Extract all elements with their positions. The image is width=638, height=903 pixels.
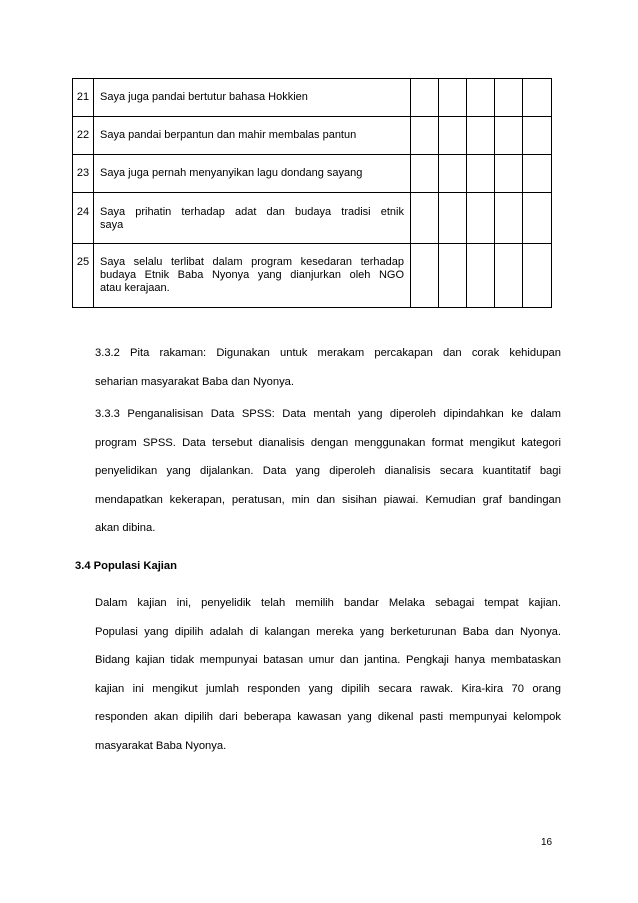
scale-cell <box>467 193 495 244</box>
table-row <box>73 79 552 117</box>
scale-cell <box>467 155 495 193</box>
paragraph-line: program SPSS. Data tersebut dianalisis dengan menggunakan format mengikut kategori <box>95 436 561 449</box>
row-statement <box>94 193 411 244</box>
scale-cell <box>495 79 523 117</box>
statement-line: Saya pandai berpantun dan mahir membalas pantun <box>100 129 357 141</box>
statement-line: Saya selalu terlibat dalam program kesedaran terhadap <box>100 256 404 268</box>
scale-cell <box>467 117 495 155</box>
paragraph-line: masyarakat Baba Nyonya. <box>95 739 227 752</box>
statement-line: Saya prihatin terhadap adat dan budaya tradisi etnik <box>100 206 404 218</box>
scale-cell <box>439 155 467 193</box>
paragraph-34-populasi <box>95 589 561 760</box>
statement-line: saya <box>100 219 124 231</box>
paragraph-line: kajian ini mengikut jumlah responden yang dipilih secara rawak. Kira-kira 70 orang <box>95 682 561 695</box>
scale-cell <box>439 193 467 244</box>
scale-cell <box>467 244 495 308</box>
scale-cell <box>495 117 523 155</box>
paragraph-332-pita-rakaman <box>95 339 561 396</box>
scale-cell <box>467 79 495 117</box>
scale-cell <box>411 193 439 244</box>
paragraph-line: Bidang kajian tidak mempunyai batasan umur dan jantina. Pengkaji hanya membataskan <box>95 654 561 666</box>
paragraph-line: responden akan dipilih dari beberapa kawasan yang dikenal pasti mempunyai kelompok <box>95 711 561 723</box>
scale-cell <box>523 193 552 244</box>
paragraph-line: penyelidikan yang dijalankan. Data yang diperoleh dianalisis secara kuantitatif bagi <box>95 465 561 477</box>
row-statement <box>94 79 411 117</box>
scale-cell <box>495 193 523 244</box>
scale-cell <box>439 244 467 308</box>
table-row <box>73 117 552 155</box>
paragraph-line: seharian masyarakat Baba dan Nyonya. <box>95 375 295 388</box>
questionnaire-table <box>72 78 552 308</box>
row-statement <box>94 244 411 308</box>
row-number: 23 <box>73 155 94 193</box>
statement-line: Saya juga pernah menyanyikan lagu dondang sayang <box>100 167 363 179</box>
row-number: 22 <box>73 117 94 155</box>
paragraph-333-spss <box>95 400 561 543</box>
scale-cell <box>523 155 552 193</box>
paragraph-line: 3.3.3 Penganalisisan Data SPSS: Data mentah yang diperoleh dipindahkan ke dalam <box>95 408 561 420</box>
statement-line: Saya juga pandai bertutur bahasa Hokkien <box>100 91 308 103</box>
scale-cell <box>439 79 467 117</box>
row-statement <box>94 155 411 193</box>
scale-cell <box>411 117 439 155</box>
table-row <box>73 155 552 193</box>
paragraph-line: Populasi yang dipilih adalah di kalangan mereka yang berketurunan Baba dan Nyonya. <box>95 625 561 638</box>
scale-cell <box>523 117 552 155</box>
statement-line: budaya Etnik Baba Nyonya yang dianjurkan oleh NGO <box>100 269 404 281</box>
scale-cell <box>411 155 439 193</box>
scale-cell <box>495 155 523 193</box>
row-statement <box>94 117 411 155</box>
row-number: 24 <box>73 193 94 244</box>
row-number: 21 <box>73 79 94 117</box>
statement-line: atau kerajaan. <box>100 282 170 294</box>
scale-cell <box>523 79 552 117</box>
section-heading: 3.4 Populasi Kajian <box>75 560 177 572</box>
paragraph-line: akan dibina. <box>95 522 156 534</box>
paragraph-line: mendapatkan kekerapan, peratusan, min dan sisihan piawai. Kemudian graf bandingan <box>95 493 561 506</box>
scale-cell <box>495 244 523 308</box>
scale-cell <box>411 79 439 117</box>
scale-cell <box>523 244 552 308</box>
table-row <box>73 193 552 244</box>
paragraph-line: Dalam kajian ini, penyelidik telah memilih bandar Melaka sebagai tempat kajian. <box>95 597 561 609</box>
scale-cell <box>439 117 467 155</box>
row-number: 25 <box>73 244 94 308</box>
page-number: 16 <box>541 837 553 848</box>
table-row <box>73 244 552 308</box>
paragraph-line: 3.3.2 Pita rakaman: Digunakan untuk merakam percakapan dan corak kehidupan <box>95 347 561 359</box>
scale-cell <box>411 244 439 308</box>
